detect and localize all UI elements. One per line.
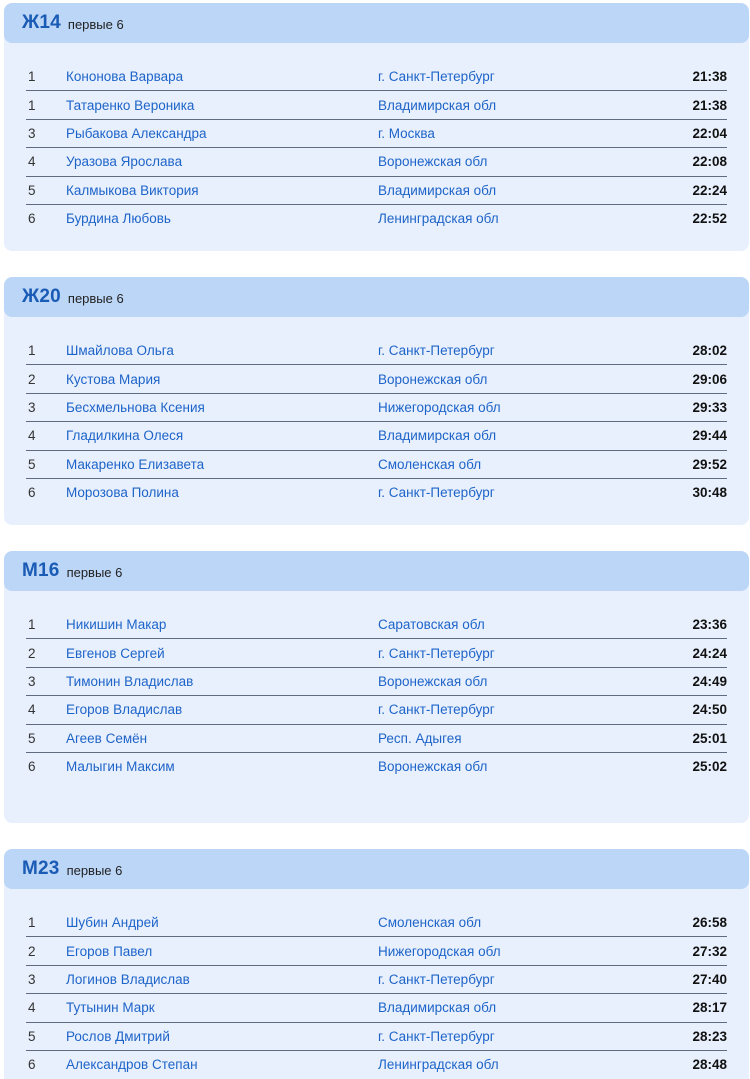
result-row [26, 752, 727, 780]
result-row [26, 450, 727, 478]
place: 4 [28, 1000, 36, 1016]
place: 3 [28, 399, 36, 415]
athlete-name-link[interactable]: Кононова Варвара [66, 68, 184, 84]
place: 6 [28, 1057, 36, 1073]
region-link[interactable]: Смоленская обл [378, 456, 482, 472]
region-link[interactable]: Воронежская обл [378, 154, 488, 170]
athlete-name-link[interactable]: Шубин Андрей [66, 914, 159, 930]
place: 1 [28, 68, 36, 84]
result-row [26, 364, 727, 392]
result-row [26, 176, 727, 204]
result-row [26, 204, 727, 232]
result-row [26, 90, 727, 118]
athlete-name-link[interactable]: Кустова Мария [66, 371, 161, 387]
place: 2 [28, 371, 36, 387]
finish-time: 28:23 [692, 1028, 727, 1044]
finish-time: 22:24 [692, 182, 727, 198]
finish-time: 24:49 [692, 673, 727, 689]
region-link[interactable]: г. Санкт-Петербург [378, 645, 495, 661]
result-row [26, 908, 727, 936]
finish-time: 28:17 [692, 1000, 727, 1016]
group-code: М16 [22, 560, 60, 581]
result-row [26, 965, 727, 993]
place: 5 [28, 1028, 36, 1044]
region-link[interactable]: Смоленская обл [378, 914, 482, 930]
result-row [26, 1022, 727, 1050]
region-link[interactable]: Воронежская обл [378, 673, 488, 689]
result-row [26, 393, 727, 421]
finish-time: 29:06 [692, 371, 727, 387]
result-row [26, 421, 727, 449]
place: 3 [28, 971, 36, 987]
result-row [26, 936, 727, 964]
group-header [4, 849, 749, 889]
place: 1 [28, 616, 36, 632]
result-row [26, 336, 727, 364]
athlete-name-link[interactable]: Бесхмельнова Ксения [66, 399, 205, 415]
place: 6 [28, 759, 36, 775]
finish-time: 29:33 [692, 399, 727, 415]
finish-time: 21:38 [692, 97, 727, 113]
group-header [4, 551, 749, 591]
result-row [26, 62, 727, 90]
athlete-name-link[interactable]: Евгенов Сергей [66, 645, 165, 661]
result-row [26, 119, 727, 147]
athlete-name-link[interactable]: Рыбакова Александра [66, 125, 207, 141]
region-link[interactable]: Воронежская обл [378, 371, 488, 387]
region-link[interactable]: г. Санкт-Петербург [378, 702, 495, 718]
region-link[interactable]: г. Санкт-Петербург [378, 342, 495, 358]
group-header [4, 3, 749, 43]
place: 3 [28, 125, 36, 141]
athlete-name-link[interactable]: Логинов Владислав [66, 971, 190, 987]
region-link[interactable]: г. Москва [378, 125, 435, 141]
results-table [4, 889, 749, 1078]
region-link[interactable]: Нижегородская обл [378, 943, 501, 959]
place: 1 [28, 914, 36, 930]
group-card-zh20 [4, 277, 749, 525]
group-card-m16 [4, 551, 749, 823]
region-link[interactable]: Воронежская обл [378, 759, 488, 775]
finish-time: 24:24 [692, 645, 727, 661]
finish-time: 22:04 [692, 125, 727, 141]
finish-time: 29:52 [692, 456, 727, 472]
athlete-name-link[interactable]: Малыгин Максим [66, 759, 175, 775]
athlete-name-link[interactable]: Рослов Дмитрий [66, 1028, 170, 1044]
place: 2 [28, 943, 36, 959]
athlete-name-link[interactable]: Татаренко Вероника [66, 97, 195, 113]
finish-time: 27:32 [692, 943, 727, 959]
athlete-name-link[interactable]: Шмайлова Ольга [66, 342, 174, 358]
athlete-name-link[interactable]: Агеев Семён [66, 730, 148, 746]
finish-time: 29:44 [692, 428, 727, 444]
finish-time: 22:08 [692, 154, 727, 170]
group-subtitle: первые 6 [67, 17, 124, 32]
place: 6 [28, 485, 36, 501]
athlete-name-link[interactable]: Уразова Ярослава [66, 154, 183, 170]
region-link[interactable]: г. Санкт-Петербург [378, 485, 495, 501]
athlete-name-link[interactable]: Гладилкина Олеся [66, 428, 184, 444]
result-row [26, 724, 727, 752]
region-link[interactable]: Нижегородская обл [378, 399, 501, 415]
result-row [26, 695, 727, 723]
athlete-name-link[interactable]: Морозова Полина [66, 485, 179, 501]
athlete-name-link[interactable]: Тимонин Владислав [66, 673, 194, 689]
place: 2 [28, 645, 36, 661]
region-link[interactable]: г. Санкт-Петербург [378, 68, 495, 84]
finish-time: 22:52 [692, 211, 727, 227]
finish-time: 26:58 [692, 914, 727, 930]
result-row [26, 610, 727, 638]
athlete-name-link[interactable]: Егоров Павел [66, 943, 153, 959]
group-card-m23 [4, 849, 749, 1079]
region-link[interactable]: Ленинградская обл [378, 1057, 499, 1073]
group-code: М23 [22, 858, 60, 879]
place: 4 [28, 154, 36, 170]
region-link[interactable]: Ленинградская обл [378, 211, 499, 227]
finish-time: 23:36 [692, 616, 727, 632]
region-link[interactable]: Респ. Адыгея [378, 730, 462, 746]
place: 5 [28, 182, 36, 198]
place: 1 [28, 342, 36, 358]
place: 6 [28, 211, 36, 227]
group-header [4, 277, 749, 317]
athlete-name-link[interactable]: Калмыкова Виктория [66, 182, 199, 198]
place: 4 [28, 702, 36, 718]
place: 1 [28, 97, 36, 113]
region-link[interactable]: г. Санкт-Петербург [378, 1028, 495, 1044]
result-row [26, 147, 727, 175]
group-code: Ж14 [22, 12, 61, 33]
region-link[interactable]: Владимирская обл [378, 428, 497, 444]
athlete-name-link[interactable]: Макаренко Елизавета [66, 456, 205, 472]
group-subtitle: первые 6 [66, 565, 123, 580]
place: 5 [28, 730, 36, 746]
finish-time: 25:02 [692, 759, 727, 775]
place: 3 [28, 673, 36, 689]
finish-time: 25:01 [692, 730, 727, 746]
athlete-name-link[interactable]: Егоров Владислав [66, 702, 183, 718]
region-link[interactable]: Саратовская обл [378, 616, 485, 632]
results-table [4, 317, 749, 506]
results-table [4, 591, 749, 780]
finish-time: 28:02 [692, 342, 727, 358]
finish-time: 21:38 [692, 68, 727, 84]
athlete-name-link[interactable]: Александров Степан [66, 1057, 198, 1073]
result-row [26, 993, 727, 1021]
results-table [4, 43, 749, 232]
region-link[interactable]: г. Санкт-Петербург [378, 971, 495, 987]
place: 5 [28, 456, 36, 472]
region-link[interactable]: Владимирская обл [378, 182, 497, 198]
group-code: Ж20 [22, 286, 61, 307]
athlete-name-link[interactable]: Бурдина Любовь [66, 211, 171, 227]
group-card-zh14 [4, 3, 749, 251]
finish-time: 28:48 [692, 1057, 727, 1073]
finish-time: 30:48 [692, 485, 727, 501]
athlete-name-link[interactable]: Никишин Макар [66, 616, 167, 632]
region-link[interactable]: Владимирская обл [378, 1000, 497, 1016]
result-row [26, 478, 727, 506]
group-subtitle: первые 6 [66, 863, 123, 878]
group-subtitle: первые 6 [67, 291, 124, 306]
region-link[interactable]: Владимирская обл [378, 97, 497, 113]
place: 4 [28, 428, 36, 444]
result-row [26, 638, 727, 666]
result-row [26, 1050, 727, 1078]
finish-time: 24:50 [692, 702, 727, 718]
athlete-name-link[interactable]: Тутынин Марк [66, 1000, 155, 1016]
result-row [26, 667, 727, 695]
finish-time: 27:40 [692, 971, 727, 987]
